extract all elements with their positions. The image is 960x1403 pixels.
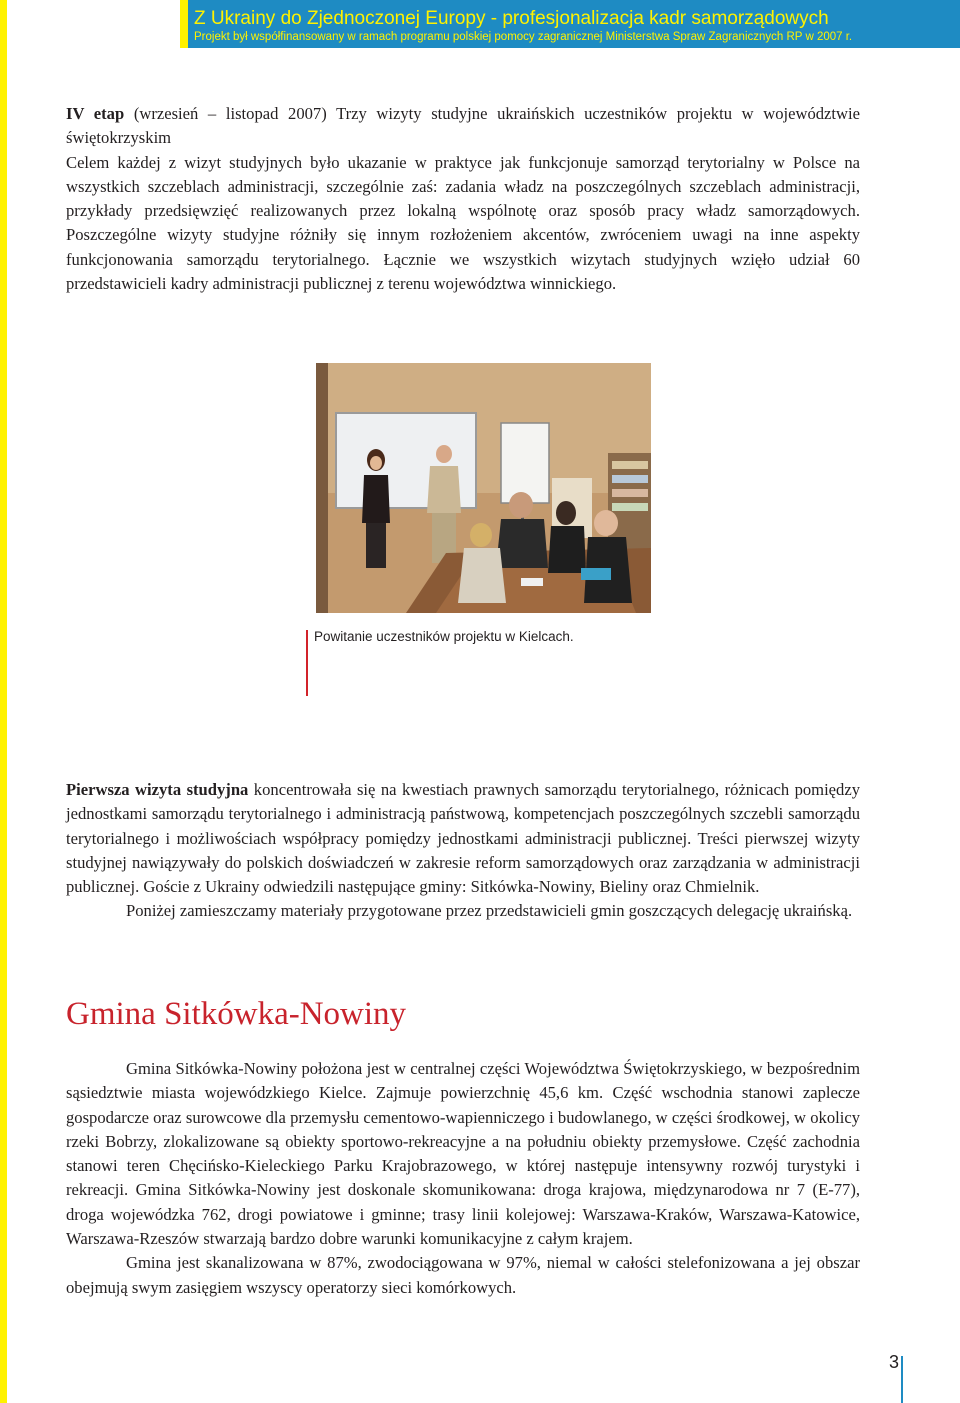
section-paragraph-2: Gmina jest skanalizowana w 87%, zwodociągowana w 97%, niemal w całości stelefonizowana a jej obszar obejmują swym zasięgiem wszyscy operatorzy sieci komórkowych. [66,1253,860,1297]
first-visit-block [66,778,860,924]
stage-heading [66,102,860,151]
first-visit-text: koncentrowała się na kwestiach prawnych samorządu terytorialnego, różnicach pomiędzy jednostkami samorządu terytorialnego i administracją państwową, kompetencjach poszczególnych szczebli samorządu terytorialnego i możliwościach współpracy pomiędzy jednostkami administracji publicznej. Treści pierwszej wizyty studyjnej nawiązywały do polskich doświadczeń w zakresie reform samorządowych oraz zarządzania w administracji publicznej. Goście z Ukrainy odwiedzili następujące gminy: Sitkówka-Nowiny, Bieliny oraz Chmielnik. [66,780,860,897]
section-heading: Gmina Sitkówka-Nowiny [66,996,407,1032]
header-title: Z Ukrainy do Zjednoczonej Europy - profesjonalizacja kadr samorządowych [194,8,829,29]
page-number-marker [901,1356,903,1403]
meeting-photo-illustration [316,363,651,613]
photo-caption: Powitanie uczestników projektu w Kielcach. [314,629,574,644]
section-paragraph-1: Gmina Sitkówka-Nowiny położona jest w centralnej części Województwa Świętokrzyskiego, w bezpośrednim sąsiedztwie miasta wojewódzkiego Kielce. Zajmuje powierzchnię 45,6 km. Część wschodnia stanowi zaplecze gospodarcze oraz surowcowe dla przemysłu cementowo-wapienniczego i budowlanego, w części środkowej, w okolicy rzeki Bobrzy, zlokalizowane są obiekty sportowo-rekreacyjne a na południu obiekty przemysłowe. Część zachodnia stanowi teren Chęcińsko-Kieleckiego Parku Krajobrazowego, w której następuje intensywny rozwój turystyki i rekreacji. Gmina Sitkówka-Nowiny jest doskonale skomunikowana: droga krajowa, międzynarodowa nr 7 (E-77), droga wojewódzka 762, drogi powiatowe i gminne; trasy linii kolejowej: Warszawa-Kraków, Warszawa-Katowice, Warszawa-Rzeszów stwarzają bardzo dobre warunki komunikacyjne z całym krajem. [66,1059,860,1249]
first-visit-followup: Poniżej zamieszczamy materiały przygotowane przez przedstawicieli gmin goszczących delegację ukraińską. [126,901,853,921]
page-header [188,0,960,48]
header-accent-bar [180,0,188,48]
stage-text: (wrzesień – listopad 2007) Trzy wizyty studyjne ukraińskich uczestników projektu w województwie świętokrzyskim [66,104,860,148]
stage-label: IV etap [66,104,125,123]
page-number: 3 [889,1352,900,1372]
section-body [66,1057,860,1300]
intro-paragraph: Celem każdej z wizyt studyjnych było ukazanie w praktyce jak funkcjonuje samorząd terytorialny w Polsce na wszystkich szczeblach administracji, szczególnie zaś: zadania władz na poszczególnych szczeblach administracji, przykłady przedsięwzięć realizowanych przez lokalną wspólnotę oraz sposób pracy władz samorządowych. Poszczególne wizyty studyjne różniły się innym rozłożeniem akcentów, zwróceniem uwagi na inne aspekty funkcjonowania samorządu terytorialnego. Łącznie we wszystkich wizytach studyjnych wzięło udział 60 przedstawicieli kadry administracji publicznej z terenu województwa winnickiego. [66,152,860,294]
first-visit-paragraph [66,778,860,899]
intro-block [66,102,860,296]
header-subtitle: Projekt był współfinansowany w ramach programu polskiej pomocy zagranicznej Ministerstwa Spraw Zagranicznych RP w 2007 r. [194,31,853,43]
caption-marker [306,630,308,696]
meeting-photo [316,363,651,613]
first-visit-lead: Pierwsza wizyta studyjna [66,780,249,799]
page-edge-bar [0,0,7,1403]
